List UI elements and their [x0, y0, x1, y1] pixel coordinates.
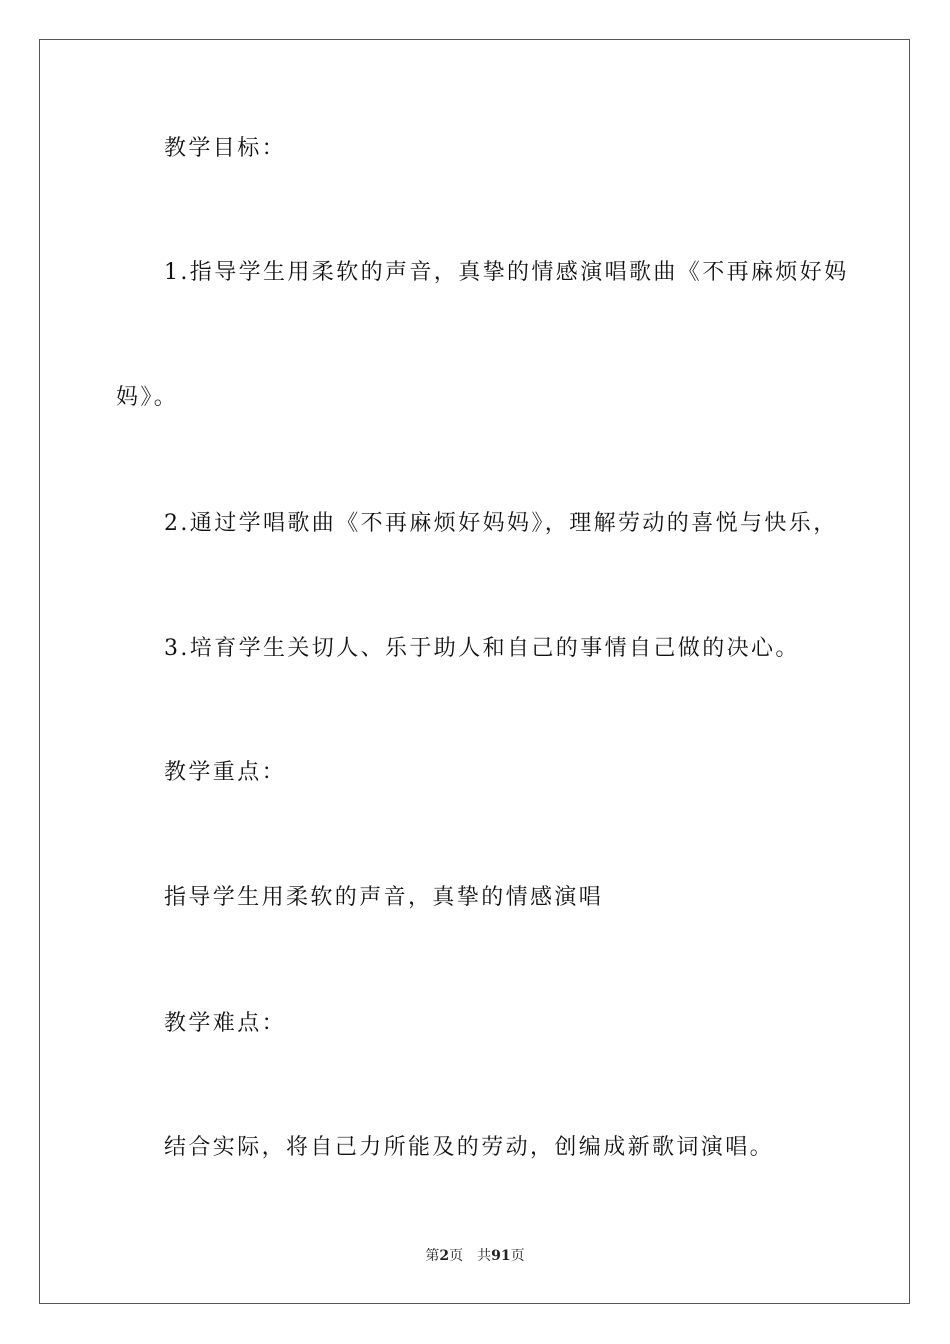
page-suffix: 页	[449, 1248, 464, 1264]
objective-1-line-1: 1.指导学生用柔软的声音，真挚的情感演唱歌曲《不再麻烦好妈	[164, 260, 849, 285]
objective-2: 2.通过学唱歌曲《不再麻烦好妈妈》，理解劳动的喜悦与快乐，	[164, 511, 838, 536]
total-prefix: 共	[477, 1248, 492, 1264]
page-border	[39, 39, 910, 1304]
difficulties-heading: 教学难点：	[164, 1011, 287, 1036]
page-prefix: 第	[425, 1248, 440, 1264]
page-footer	[0, 1247, 950, 1265]
total-suffix: 页	[510, 1248, 525, 1264]
objectives-heading: 教学目标：	[164, 136, 287, 161]
total-pages: 91	[491, 1248, 511, 1264]
difficulties-text: 结合实际，将自己力所能及的劳动，创编成新歌词演唱。	[164, 1135, 775, 1160]
objective-3: 3.培育学生关切人、乐于助人和自己的事情自己做的决心。	[164, 636, 800, 661]
key-points-text: 指导学生用柔软的声音，真挚的情感演唱	[164, 885, 604, 910]
key-points-heading: 教学重点：	[164, 760, 287, 785]
page-number: 2	[439, 1248, 450, 1264]
objective-1-line-2: 妈》。	[116, 385, 179, 410]
